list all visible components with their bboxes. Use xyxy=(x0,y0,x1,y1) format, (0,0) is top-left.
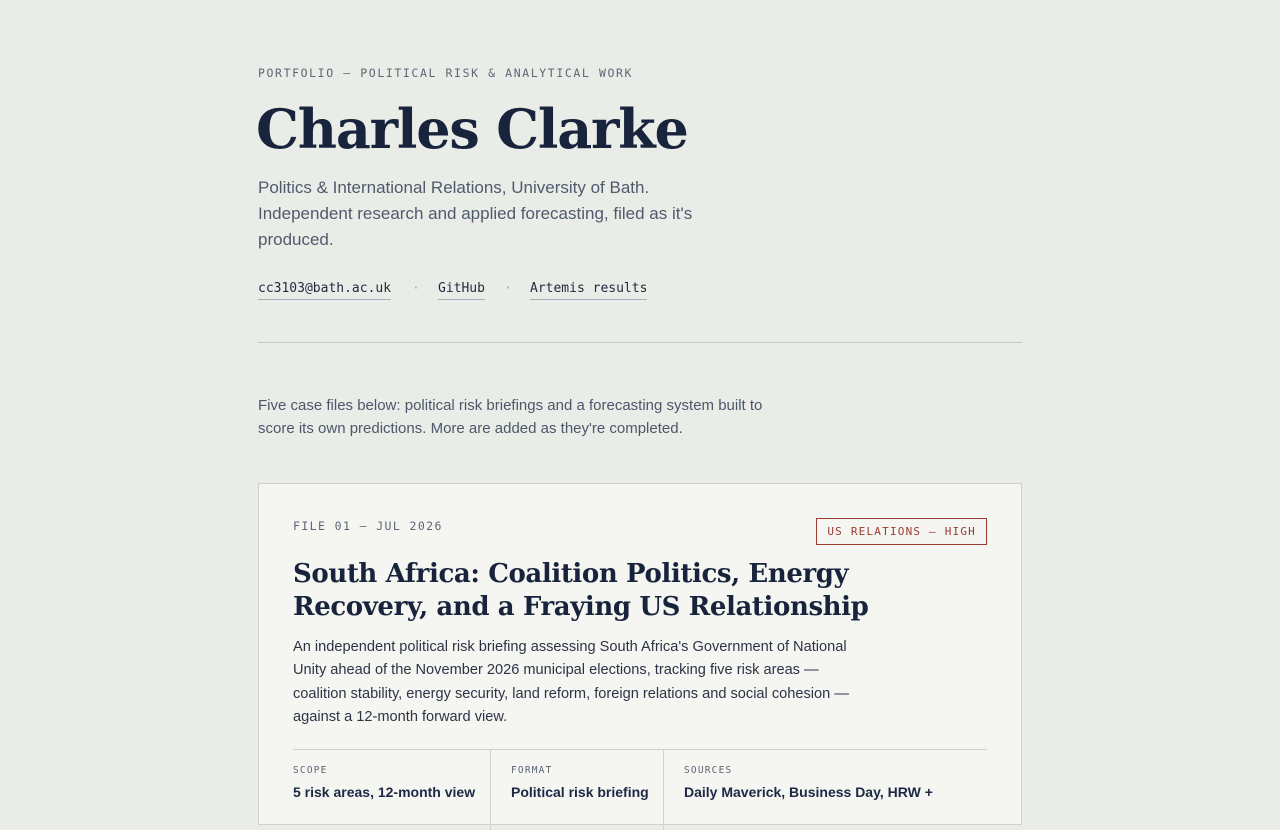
detail-value: Political risk briefing xyxy=(511,784,649,800)
detail-sources xyxy=(663,750,988,830)
detail-label: SOURCES xyxy=(684,765,733,776)
detail-value: 5 risk areas, 12-month view xyxy=(293,784,476,800)
artemis-results-link[interactable]: Artemis results xyxy=(530,281,647,300)
email-link[interactable]: cc3103@bath.ac.uk xyxy=(258,281,391,300)
risk-badge: US RELATIONS — HIGH xyxy=(816,518,987,545)
github-link[interactable]: GitHub xyxy=(438,281,485,300)
portfolio-eyebrow: PORTFOLIO — POLITICAL RISK & ANALYTICAL WORK xyxy=(258,66,634,80)
detail-scope xyxy=(293,750,490,830)
detail-label: SCOPE xyxy=(293,765,328,776)
case-file-card[interactable] xyxy=(258,483,1022,825)
link-separator: · xyxy=(504,281,512,296)
section-lead-text: Five case files below: political risk briefings and a forecasting system built to score its own predictions. More are added as they're completed. xyxy=(258,397,763,437)
link-separator: · xyxy=(412,281,420,296)
intro-text: Politics & International Relations, University of Bath. Independent research and applied forecasting, filed as it's produced. xyxy=(258,178,693,249)
page-title: Charles Clarke xyxy=(256,97,688,161)
detail-format xyxy=(490,750,663,830)
case-file-details xyxy=(293,749,987,830)
file-meta: FILE 01 — JUL 2026 xyxy=(293,519,443,533)
detail-label: FORMAT xyxy=(511,765,553,776)
section-divider xyxy=(258,342,1022,343)
detail-value: Daily Maverick, Business Day, HRW + xyxy=(684,784,933,800)
case-file-title[interactable]: South Africa: Coalition Politics, Energy Recovery, and a Fraying US Relationship xyxy=(293,559,869,622)
case-file-description: An independent political risk briefing assessing South Africa's Government of National Unity ahead of the November 2026 municipal elections, tracking five risk areas — coalition stability, energy security, land reform, foreign relations and social cohesion — against a 12-month forward view. xyxy=(293,639,849,725)
